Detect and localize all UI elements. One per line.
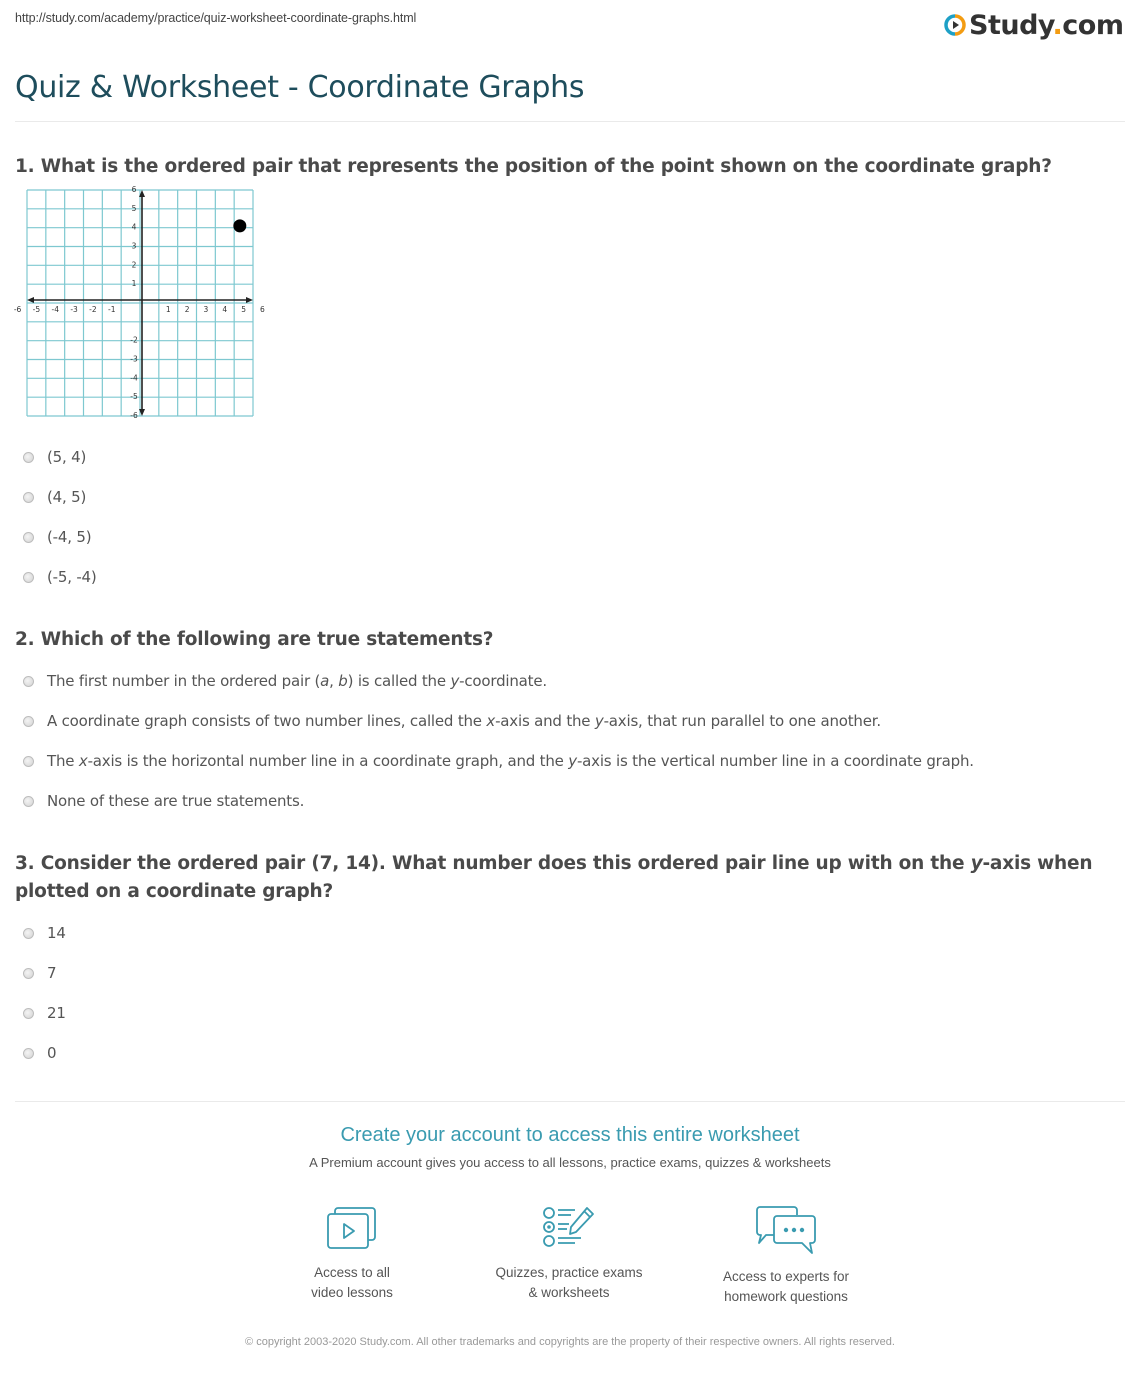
copyright-footer: © copyright 2003-2020 Study.com. All other trademarks and copyrights are the property of their respective owners. All rights reserved. bbox=[245, 1336, 895, 1348]
option-radio[interactable]: None of these are true statements. bbox=[23, 781, 974, 821]
option-radio[interactable]: 21 bbox=[23, 993, 66, 1033]
svg-text:-4: -4 bbox=[51, 305, 59, 314]
chat-bubbles-icon bbox=[754, 1205, 818, 1257]
question-number: 3. bbox=[15, 853, 35, 874]
question-2-options bbox=[23, 661, 974, 821]
svg-text:6: 6 bbox=[260, 305, 265, 314]
radio-button[interactable] bbox=[23, 676, 34, 687]
svg-text:-1: -1 bbox=[108, 305, 116, 314]
svg-text:5: 5 bbox=[131, 203, 137, 213]
cta-subtitle: A Premium account gives you access to all lessons, practice exams, quizzes & worksheets bbox=[309, 1155, 831, 1170]
feature-video-lessons: Access to all video lessons bbox=[242, 1205, 462, 1303]
option-radio[interactable]: A coordinate graph consists of two number lines, called the x-axis and the y-axis, that run parallel to one another. bbox=[23, 701, 974, 741]
option-radio[interactable]: The first number in the ordered pair (a, b) is called the y-coordinate. bbox=[23, 661, 974, 701]
question-text: Consider the ordered pair (7, 14). What number does this ordered pair line up with on the y-axis when plotted on a coordinate graph? bbox=[15, 853, 1093, 902]
question-number: 1. bbox=[15, 156, 35, 177]
option-radio[interactable]: (4, 5) bbox=[23, 477, 97, 517]
svg-text:1: 1 bbox=[131, 279, 137, 289]
radio-button[interactable] bbox=[23, 452, 34, 463]
option-radio[interactable]: (5, 4) bbox=[23, 437, 97, 477]
svg-text:2: 2 bbox=[184, 305, 190, 314]
svg-text:-5: -5 bbox=[32, 305, 41, 314]
question-text: What is the ordered pair that represents the position of the point shown on the coordinate graph? bbox=[40, 156, 1052, 177]
svg-text:-4: -4 bbox=[130, 373, 138, 383]
radio-button[interactable] bbox=[23, 968, 34, 979]
option-radio[interactable]: (-4, 5) bbox=[23, 517, 97, 557]
svg-text:4: 4 bbox=[131, 222, 137, 232]
radio-button[interactable] bbox=[23, 796, 34, 807]
radio-button[interactable] bbox=[23, 1008, 34, 1019]
svg-text:-5: -5 bbox=[130, 392, 138, 402]
svg-text:-3: -3 bbox=[70, 305, 78, 314]
create-account-link[interactable]: Create your account to access this entire worksheet bbox=[340, 1124, 800, 1146]
logo-text: Study.com bbox=[969, 9, 1124, 41]
question-1 bbox=[15, 153, 1110, 181]
svg-text:2: 2 bbox=[131, 260, 137, 270]
title-divider bbox=[15, 121, 1125, 122]
question-2 bbox=[15, 626, 1110, 654]
quiz-checklist-icon bbox=[539, 1205, 599, 1253]
question-1-options bbox=[23, 437, 97, 597]
svg-text:-2: -2 bbox=[89, 305, 97, 314]
radio-button[interactable] bbox=[23, 716, 34, 727]
radio-button[interactable] bbox=[23, 928, 34, 939]
question-number: 2. bbox=[15, 629, 35, 650]
question-3-options bbox=[23, 913, 66, 1073]
option-radio[interactable]: The x-axis is the horizontal number line in a coordinate graph, and the y-axis is the vertical number line in a coordinate graph. bbox=[23, 741, 974, 781]
play-circle-icon bbox=[944, 14, 966, 36]
coordinate-graph bbox=[13, 185, 265, 420]
svg-text:-6: -6 bbox=[13, 305, 22, 314]
study-logo[interactable] bbox=[944, 6, 1124, 44]
feature-quizzes: Quizzes, practice exams & worksheets bbox=[459, 1205, 679, 1303]
option-radio[interactable]: 14 bbox=[23, 913, 66, 953]
radio-button[interactable] bbox=[23, 756, 34, 767]
option-radio[interactable]: 0 bbox=[23, 1033, 66, 1073]
svg-text:3: 3 bbox=[131, 241, 137, 251]
svg-text:1: 1 bbox=[165, 305, 171, 314]
video-lessons-icon bbox=[324, 1205, 380, 1253]
svg-text:-3: -3 bbox=[130, 354, 138, 364]
question-text: Which of the following are true statements? bbox=[40, 629, 494, 650]
svg-text:3: 3 bbox=[203, 305, 209, 314]
page-title: Quiz & Worksheet - Coordinate Graphs bbox=[15, 70, 585, 105]
feature-experts: Access to experts for homework questions bbox=[676, 1205, 896, 1307]
svg-text:4: 4 bbox=[222, 305, 228, 314]
svg-text:-2: -2 bbox=[130, 335, 138, 345]
radio-button[interactable] bbox=[23, 1048, 34, 1059]
radio-button[interactable] bbox=[23, 532, 34, 543]
radio-button[interactable] bbox=[23, 572, 34, 583]
svg-text:6: 6 bbox=[131, 185, 137, 194]
section-divider bbox=[15, 1101, 1125, 1102]
option-radio[interactable]: 7 bbox=[23, 953, 66, 993]
option-radio[interactable]: (-5, -4) bbox=[23, 557, 97, 597]
page-url: http://study.com/academy/practice/quiz-worksheet-coordinate-graphs.html bbox=[15, 11, 417, 25]
radio-button[interactable] bbox=[23, 492, 34, 503]
svg-text:-6: -6 bbox=[130, 411, 138, 420]
question-3 bbox=[15, 850, 1110, 906]
svg-text:5: 5 bbox=[241, 305, 246, 314]
